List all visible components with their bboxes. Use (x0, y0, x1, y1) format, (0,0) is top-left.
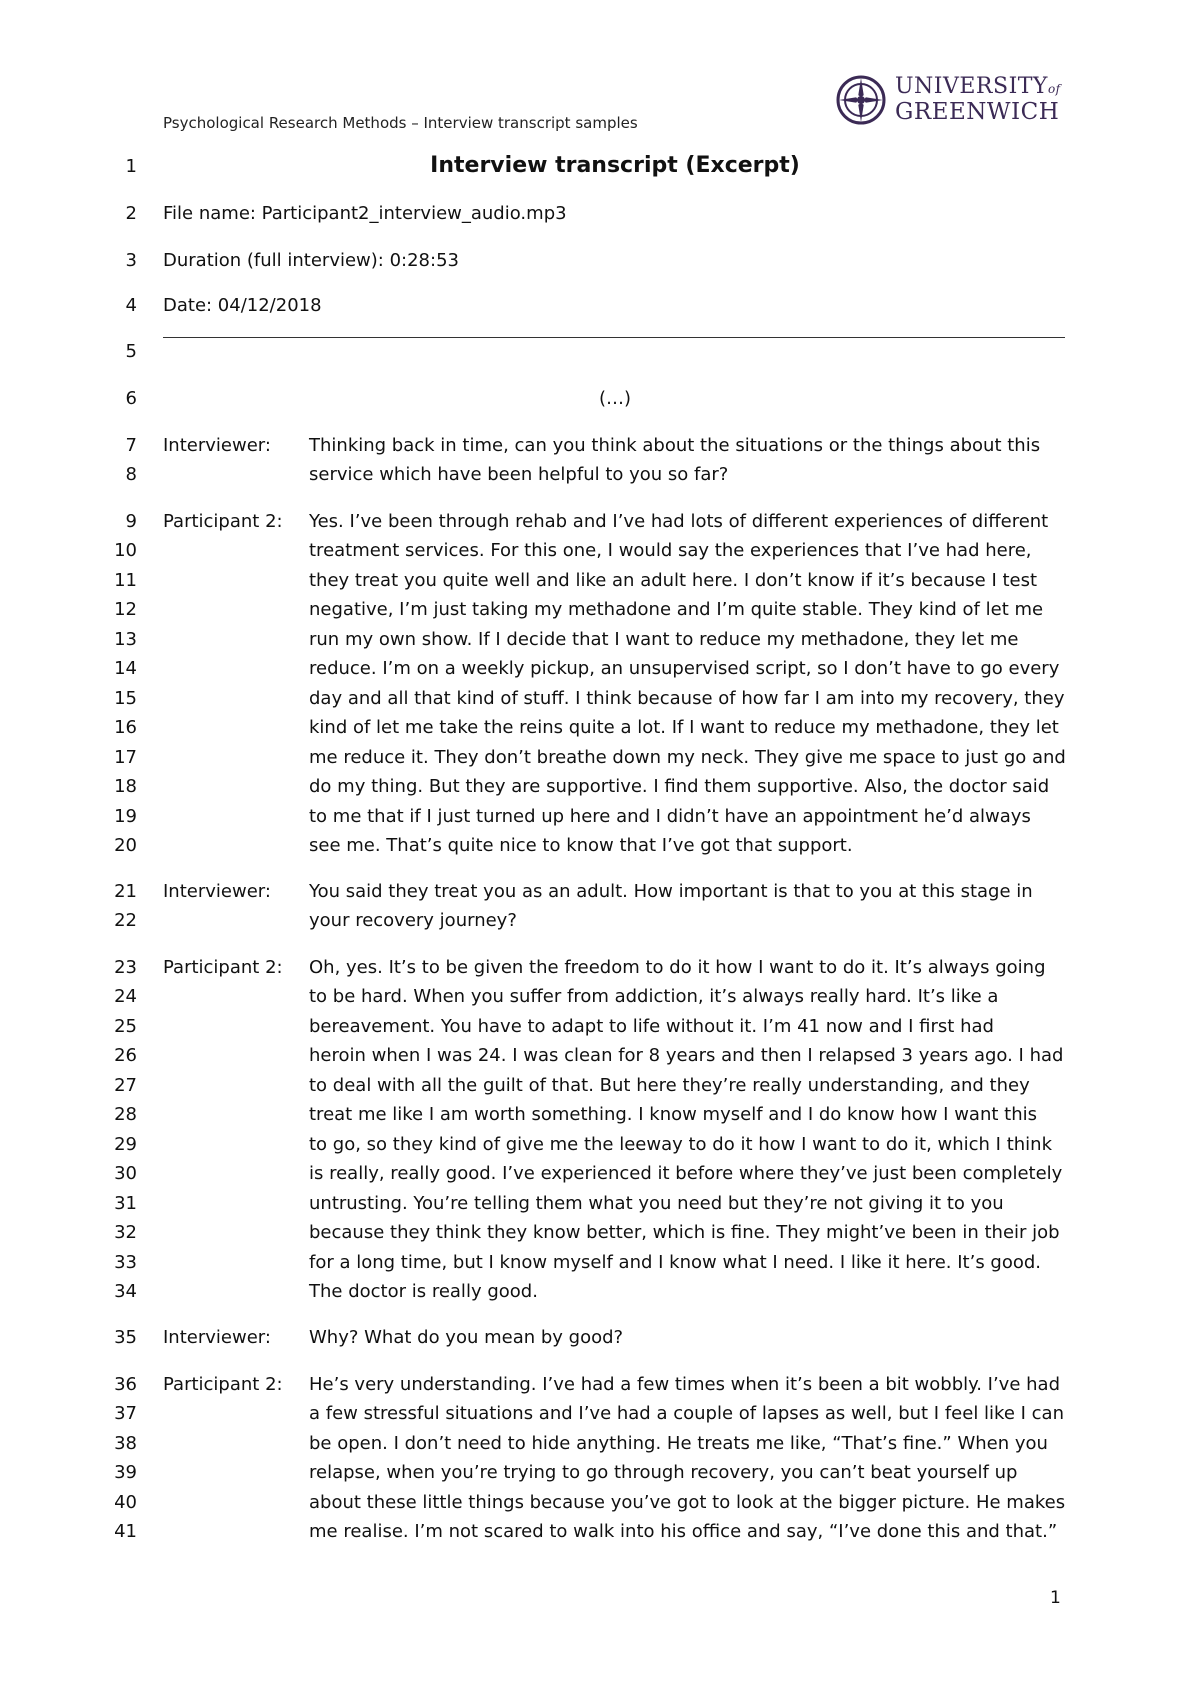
duration: Duration (full interview): 0:28:53 (163, 250, 459, 271)
transcript-line (0, 1193, 1200, 1217)
line-number: 1 (125, 156, 137, 177)
speaker-label: Interviewer: (163, 1327, 271, 1348)
transcript-text: to be hard. When you suffer from addiction, it’s always really hard. It’s like a (309, 986, 999, 1007)
interview-date: Date: 04/12/2018 (163, 295, 322, 316)
transcript-line (0, 203, 1200, 227)
transcript-text: treat me like I am worth something. I know myself and I do know how I want this (309, 1104, 1037, 1125)
transcript-text: Why? What do you mean by good? (309, 1327, 624, 1348)
transcript-line (0, 1104, 1200, 1128)
transcript-line (0, 1016, 1200, 1040)
transcript-line (0, 1492, 1200, 1516)
transcript-line (0, 806, 1200, 830)
line-number: 12 (114, 599, 137, 620)
transcript-line (0, 717, 1200, 741)
transcript-line (0, 835, 1200, 859)
transcript-line (0, 599, 1200, 623)
transcript-text: He’s very understanding. I’ve had a few times when it’s been a bit wobbly. I’ve had (309, 1374, 1060, 1395)
transcript-line (0, 688, 1200, 712)
transcript-line (0, 747, 1200, 771)
line-number: 40 (114, 1492, 137, 1513)
line-number: 23 (114, 957, 137, 978)
transcript-line (0, 1222, 1200, 1246)
transcript-text: to me that if I just turned up here and I didn’t have an appointment he’d always (309, 806, 1031, 827)
transcript-line (0, 435, 1200, 459)
line-number: 19 (114, 806, 137, 827)
line-number: 14 (114, 658, 137, 679)
transcript-line (0, 776, 1200, 800)
line-number: 39 (114, 1462, 137, 1483)
line-number: 22 (114, 910, 137, 931)
line-number: 10 (114, 540, 137, 561)
line-number: 32 (114, 1222, 137, 1243)
speaker-label: Participant 2: (163, 1374, 283, 1395)
transcript-line (0, 957, 1200, 981)
transcript-text: be open. I don’t need to hide anything. He treats me like, “That’s fine.” When you (309, 1433, 1048, 1454)
transcript-line (0, 511, 1200, 535)
line-number: 33 (114, 1252, 137, 1273)
transcript-line (0, 1374, 1200, 1398)
line-number: 27 (114, 1075, 137, 1096)
transcript-line (0, 1403, 1200, 1427)
transcript-text: to go, so they kind of give me the leeway to do it how I want to do it, which I think (309, 1134, 1053, 1155)
line-number: 5 (125, 341, 137, 362)
transcript-text: about these little things because you’ve got to look at the bigger picture. He makes (309, 1492, 1066, 1513)
transcript-line (0, 658, 1200, 682)
line-number: 9 (125, 511, 137, 532)
transcript-line (0, 986, 1200, 1010)
line-number: 3 (125, 250, 137, 271)
line-number: 20 (114, 835, 137, 856)
transcript-text: see me. That’s quite nice to know that I’ve got that support. (309, 835, 853, 856)
transcript-text: heroin when I was 24. I was clean for 8 years and then I relapsed 3 years ago. I had (309, 1045, 1064, 1066)
transcript-text: kind of let me take the reins quite a lot. If I want to reduce my methadone, they let (309, 717, 1059, 738)
logo-text-of: of (1047, 82, 1061, 96)
transcript-text: do my thing. But they are supportive. I find them supportive. Also, the doctor said (309, 776, 1050, 797)
transcript-text: because they think they know better, which is fine. They might’ve been in their job (309, 1222, 1060, 1243)
transcript-text: me reduce it. They don’t breathe down my neck. They give me space to just go and (309, 747, 1066, 768)
transcript-line (0, 629, 1200, 653)
transcript-line (0, 1433, 1200, 1457)
transcript-line (0, 1281, 1200, 1305)
transcript-line (0, 1462, 1200, 1486)
transcript-line (0, 1327, 1200, 1351)
line-number: 2 (125, 203, 137, 224)
compass-rose-icon (835, 74, 887, 126)
transcript-text: is really, really good. I’ve experienced it before where they’ve just been completely (309, 1163, 1063, 1184)
transcript-line (0, 153, 1200, 180)
transcript-line (0, 1075, 1200, 1099)
line-number: 11 (114, 570, 137, 591)
line-number: 15 (114, 688, 137, 709)
transcript-text: a few stressful situations and I’ve had a couple of lapses as well, but I feel like I can (309, 1403, 1064, 1424)
line-number: 38 (114, 1433, 137, 1454)
transcript-line (0, 1045, 1200, 1069)
transcript-line (0, 250, 1200, 274)
transcript-line (0, 295, 1200, 319)
line-number: 37 (114, 1403, 137, 1424)
transcript-text: Yes. I’ve been through rehab and I’ve had lots of different experiences of different (309, 511, 1049, 532)
transcript-text: You said they treat you as an adult. How important is that to you at this stage in (309, 881, 1033, 902)
transcript-text: for a long time, but I know myself and I know what I need. I like it here. It’s good. (309, 1252, 1042, 1273)
transcript-line (0, 1134, 1200, 1158)
omission-marker: (…) (598, 388, 632, 409)
line-number: 31 (114, 1193, 137, 1214)
transcript-text: run my own show. If I decide that I want to reduce my methadone, they let me (309, 629, 1019, 650)
transcript-line (0, 1252, 1200, 1276)
line-number: 36 (114, 1374, 137, 1395)
transcript-line (0, 540, 1200, 564)
transcript-text: negative, I’m just taking my methadone and I’m quite stable. They kind of let me (309, 599, 1044, 620)
line-number: 17 (114, 747, 137, 768)
transcript-text: they treat you quite well and like an adult here. I don’t know if it’s because I test (309, 570, 1038, 591)
line-number: 26 (114, 1045, 137, 1066)
transcript-line (0, 1163, 1200, 1187)
transcript-text: me realise. I’m not scared to walk into his office and say, “I’ve done this and that.” (309, 1521, 1058, 1542)
header-divider (163, 337, 1065, 338)
transcript-text: relapse, when you’re trying to go through recovery, you can’t beat yourself up (309, 1462, 1018, 1483)
transcript-text: your recovery journey? (309, 910, 517, 931)
transcript-text: treatment services. For this one, I would say the experiences that I’ve had here, (309, 540, 1032, 561)
speaker-label: Participant 2: (163, 511, 283, 532)
line-number: 30 (114, 1163, 137, 1184)
line-number: 4 (125, 295, 137, 316)
transcript-text: reduce. I’m on a weekly pickup, an unsupervised script, so I don’t have to go every (309, 658, 1060, 679)
logo-text-greenwich: GREENWICH (895, 99, 1060, 125)
transcript-line (0, 388, 1200, 412)
transcript-line (0, 1521, 1200, 1545)
transcript-text: day and all that kind of stuff. I think because of how far I am into my recovery, they (309, 688, 1065, 709)
line-number: 18 (114, 776, 137, 797)
transcript-text: Oh, yes. It’s to be given the freedom to do it how I want to do it. It’s always going (309, 957, 1046, 978)
speaker-label: Participant 2: (163, 957, 283, 978)
line-number: 28 (114, 1104, 137, 1125)
line-number: 24 (114, 986, 137, 1007)
line-number: 21 (114, 881, 137, 902)
transcript-text: The doctor is really good. (309, 1281, 538, 1302)
transcript-text: bereavement. You have to adapt to life without it. I’m 41 now and I first had (309, 1016, 994, 1037)
line-number: 34 (114, 1281, 137, 1302)
transcript-line (0, 910, 1200, 934)
transcript-line (0, 881, 1200, 905)
file-name: File name: Participant2_interview_audio.mp3 (163, 203, 567, 224)
speaker-label: Interviewer: (163, 881, 271, 902)
transcript-line (0, 570, 1200, 594)
transcript-text: service which have been helpful to you so far? (309, 464, 729, 485)
page-number: 1 (1050, 1588, 1061, 1608)
line-number: 29 (114, 1134, 137, 1155)
transcript-line (0, 464, 1200, 488)
line-number: 16 (114, 717, 137, 738)
line-number: 41 (114, 1521, 137, 1542)
line-number: 35 (114, 1327, 137, 1348)
line-number: 6 (125, 388, 137, 409)
line-number: 7 (125, 435, 137, 456)
line-number: 13 (114, 629, 137, 650)
logo-text-university: UNIVERSITY (895, 74, 1048, 99)
transcript-text: to deal with all the guilt of that. But here they’re really understanding, and they (309, 1075, 1030, 1096)
line-number: 25 (114, 1016, 137, 1037)
transcript-text: Thinking back in time, can you think about the situations or the things about this (309, 435, 1041, 456)
transcript-line (0, 341, 1200, 365)
speaker-label: Interviewer: (163, 435, 271, 456)
running-header: Psychological Research Methods – Interview transcript samples (163, 114, 638, 132)
document-title: Interview transcript (Excerpt) (430, 153, 800, 178)
transcript-text: untrusting. You’re telling them what you need but they’re not giving it to you (309, 1193, 1004, 1214)
university-logo (835, 72, 1075, 128)
line-number: 8 (125, 464, 137, 485)
